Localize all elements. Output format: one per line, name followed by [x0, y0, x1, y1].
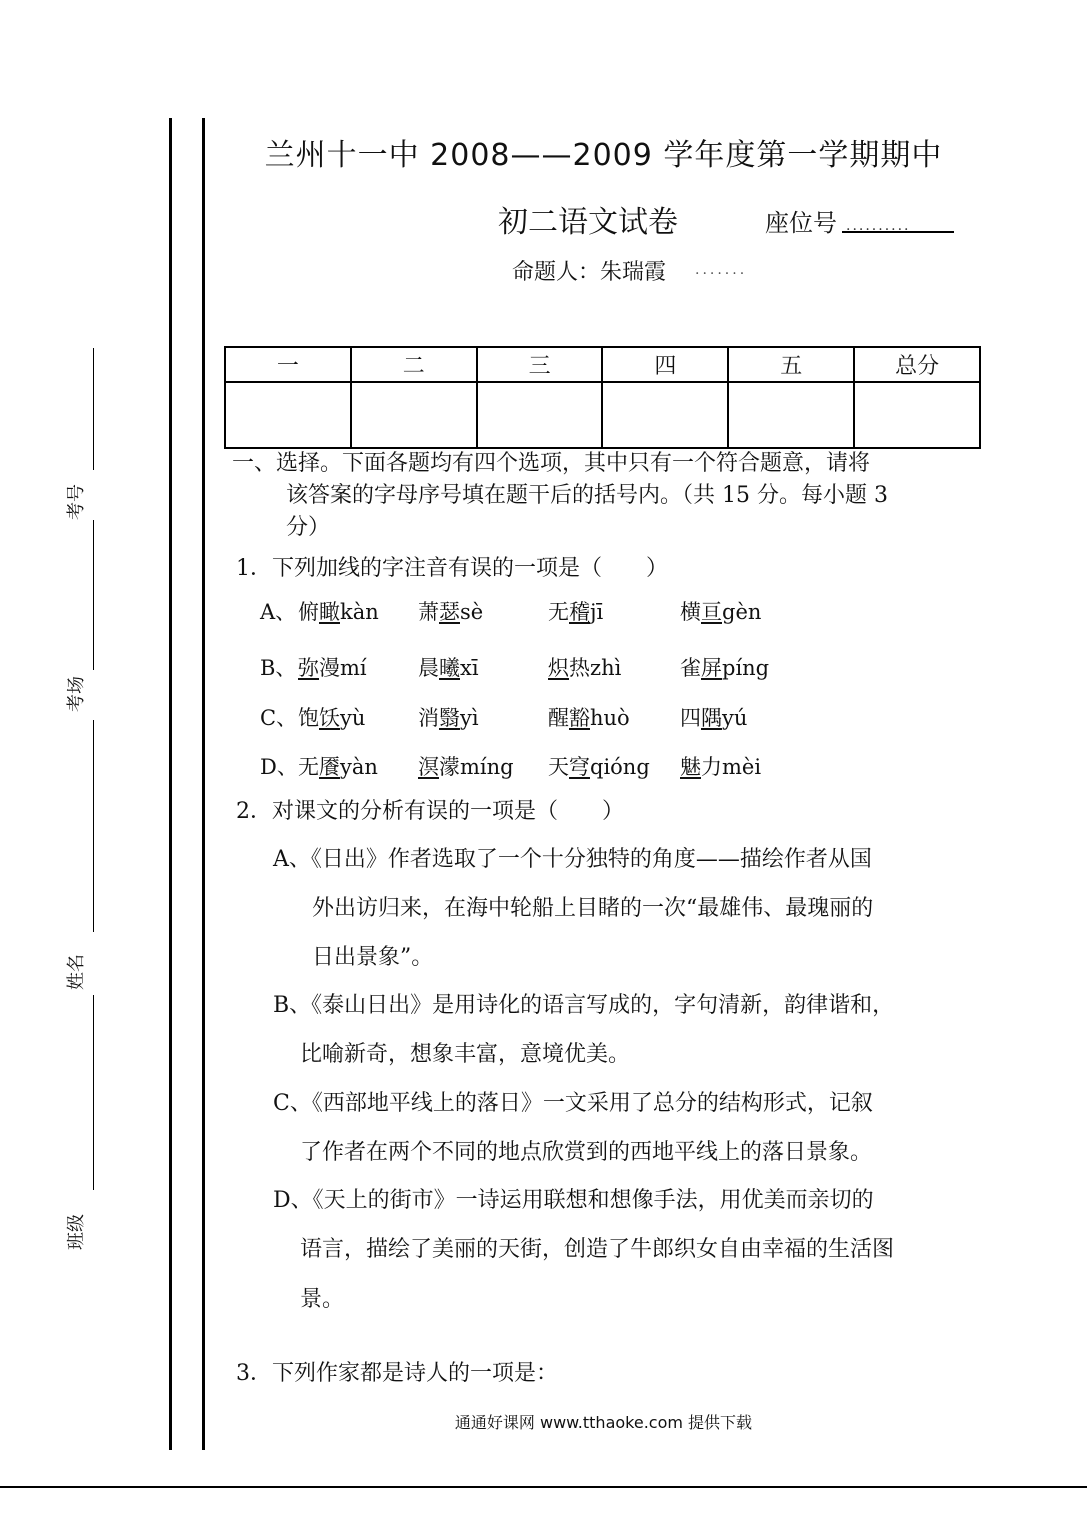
section1-instruction-line1: 一、选择。下面各题均有四个选项，其中只有一个符合题意，请将	[232, 451, 871, 476]
underlined-character: 炽	[548, 656, 569, 680]
q2-option-a-line1: A、《日出》作者选取了一个十分独特的角度——描绘作者从国	[273, 847, 872, 872]
underlined-character: 翳	[439, 706, 460, 730]
name-label: 姓名	[66, 954, 87, 990]
underlined-character: 弥	[298, 656, 319, 680]
author-line: 命题人：朱瑞霞	[512, 260, 667, 285]
score-col-5: 五	[728, 347, 854, 382]
margin-rule-right	[202, 118, 205, 1450]
q1-stem: 1．下列加线的字注音有误的一项是（ ）	[236, 556, 668, 581]
q1-option-item: 弥漫mí	[298, 656, 367, 680]
score-col-1: 一	[225, 347, 351, 382]
q1-option-item: 四隅yú	[680, 706, 748, 730]
section1-instruction-line2: 该答案的字母序号填在题干后的括号内。（共 15 分。每小题 3	[286, 483, 888, 508]
underlined-character: 瑟	[439, 600, 460, 624]
q1-option-item: 炽热zhì	[548, 656, 622, 680]
footer-credit: 通通好课网 www.tthaoke.com 提供下载	[454, 1413, 753, 1432]
q1-option-item: 天穹qióng	[548, 755, 650, 779]
seat-number-label: 座位号	[765, 209, 837, 237]
underlined-character: 魅	[680, 755, 701, 779]
score-col-2: 二	[351, 347, 477, 382]
q1-option-item: 无餍yàn	[298, 755, 378, 779]
seat-number-field	[842, 231, 954, 233]
q2-option-d-line1: D、《天上的街市》一诗运用联想和想像手法，用优美而亲切的	[273, 1188, 874, 1213]
underlined-character: 豁	[569, 706, 590, 730]
underlined-character: 饫	[319, 706, 340, 730]
underlined-character: 隅	[701, 706, 722, 730]
score-table-entry-row	[225, 382, 980, 448]
q1-option-item: 消翳yì	[418, 706, 479, 730]
q1-option-item: 无稽jī	[548, 600, 604, 624]
pinyin: míng	[460, 755, 514, 779]
score-cell	[854, 382, 980, 448]
underlined-character: 屏	[701, 656, 722, 680]
author-dots: .......	[695, 262, 748, 278]
q1-option-label: B、	[260, 656, 297, 680]
exam-room-label: 考场	[66, 676, 87, 712]
bottom-rule	[0, 1486, 1087, 1488]
score-cell	[477, 382, 603, 448]
q2-option-a-line3: 日出景象”。	[312, 945, 434, 970]
q1-option-item: 晨曦xī	[418, 656, 479, 680]
q1-option-item: 醒豁huò	[548, 706, 630, 730]
section1-instruction-line3: 分）	[286, 515, 331, 540]
q2-option-c-line2: 了作者在两个不同的地点欣赏到的西地平线上的落日景象。	[300, 1140, 873, 1165]
score-cell	[728, 382, 854, 448]
pinyin: píng	[722, 656, 770, 680]
q1-option-label: C、	[260, 706, 298, 730]
score-table	[224, 346, 981, 449]
q2-stem: 2．对课文的分析有误的一项是（ ）	[236, 799, 624, 824]
score-cell	[225, 382, 351, 448]
underlined-character: 瞰	[319, 600, 340, 624]
q1-option-item: 溟濛míng	[418, 755, 514, 779]
pinyin: xī	[460, 656, 479, 680]
seat-number-dots: ..........	[846, 218, 911, 234]
exam-room-line	[93, 520, 94, 670]
pinyin: gèn	[722, 600, 762, 624]
q1-option-item: 俯瞰kàn	[298, 600, 379, 624]
pinyin: yàn	[340, 755, 378, 779]
score-col-3: 三	[477, 347, 603, 382]
pinyin: qióng	[590, 755, 650, 779]
underlined-character: 亘	[701, 600, 722, 624]
underlined-character: 溟	[418, 755, 439, 779]
q1-option-item: 横亘gèn	[680, 600, 762, 624]
margin-rule-left	[169, 118, 172, 1450]
q3-stem: 3．下列作家都是诗人的一项是：	[236, 1361, 558, 1386]
class-label: 班级	[66, 1214, 87, 1250]
score-cell	[351, 382, 477, 448]
exam-subtitle: 初二语文试卷	[498, 205, 678, 240]
q2-option-c-line1: C、《西部地平线上的落日》一文采用了总分的结构形式，记叙	[273, 1091, 873, 1116]
q1-option-label: D、	[260, 755, 298, 779]
q1-option-item: 萧瑟sè	[418, 600, 484, 624]
pinyin: jī	[590, 600, 604, 624]
underlined-character: 曦	[439, 656, 460, 680]
name-line	[93, 995, 94, 1190]
q2-option-a-line2: 外出访归来，在海中轮船上目睹的一次“最雄伟、最瑰丽的	[312, 896, 874, 921]
score-table-header-row	[225, 347, 980, 382]
exam-number-label: 考号	[66, 484, 87, 520]
score-col-4: 四	[602, 347, 728, 382]
pinyin: yú	[722, 706, 748, 730]
q2-option-d-line3: 景。	[300, 1287, 345, 1312]
pinyin: mí	[340, 656, 367, 680]
pinyin: huò	[590, 706, 630, 730]
pinyin: zhì	[590, 656, 622, 680]
underlined-character: 稽	[569, 600, 590, 624]
pinyin: mèi	[722, 755, 762, 779]
q1-option-item: 饱饫yù	[298, 706, 366, 730]
q2-option-d-line2: 语言，描绘了美丽的天街，创造了牛郎织女自由幸福的生活图	[300, 1237, 895, 1262]
page-title: 兰州十一中 2008——2009 学年度第一学期期中	[264, 138, 943, 173]
pinyin: yù	[340, 706, 366, 730]
exam-number-line	[93, 348, 94, 470]
underlined-character: 餍	[319, 755, 340, 779]
q1-option-item: 雀屏píng	[680, 656, 770, 680]
q2-option-b-line2: 比喻新奇，想象丰富，意境优美。	[300, 1042, 631, 1067]
pinyin: yì	[460, 706, 479, 730]
score-col-total: 总分	[854, 347, 980, 382]
score-cell	[602, 382, 728, 448]
underlined-character: 穹	[569, 755, 590, 779]
pinyin: sè	[460, 600, 484, 624]
exam-room-line-lower	[93, 720, 94, 932]
q2-option-b-line1: B、《泰山日出》是用诗化的语言写成的，字句清新，韵律谐和，	[273, 993, 895, 1018]
q1-option-item: 魅力mèi	[680, 755, 762, 779]
pinyin: kàn	[340, 600, 379, 624]
q1-option-label: A、	[260, 600, 297, 624]
